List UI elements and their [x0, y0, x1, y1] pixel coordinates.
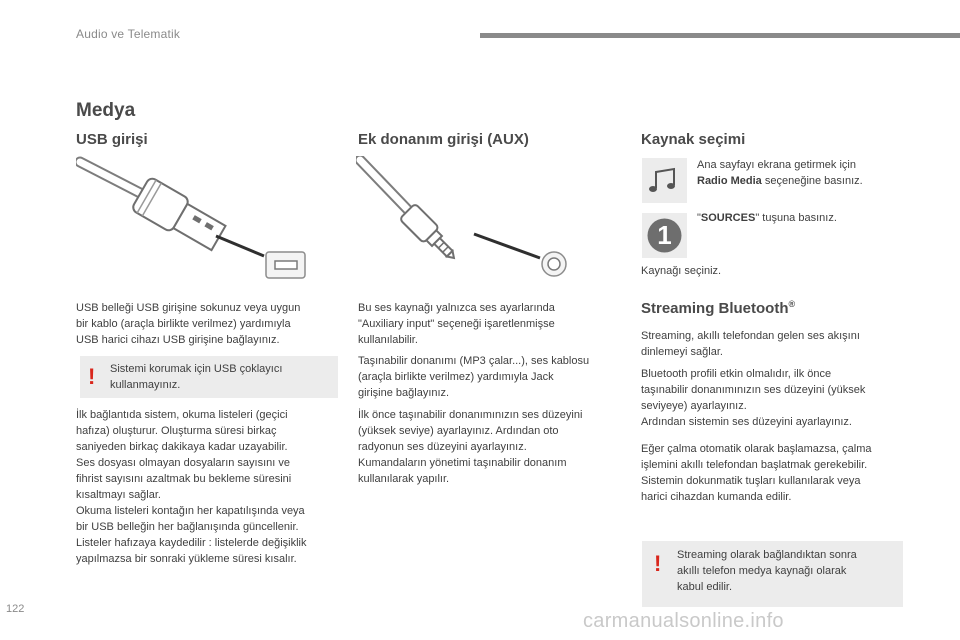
aux-p1-line: Bu ses kaynağı yalnızca ses ayarlarında [358, 302, 555, 314]
usb-body [76, 407, 351, 567]
aux-p2-line: Taşınabilir donanımı (MP3 çalar...), ses kablosu [358, 355, 590, 367]
source-title: Kaynak seçimi [641, 131, 746, 148]
source-select-text: Kaynağı seçiniz. [641, 265, 722, 277]
bluetooth-p3-line: harici cihazdan kumanda edilir. [641, 491, 792, 503]
aux-p2-line: (araçla birlikte verilmez) yardımıyla Jack [358, 371, 554, 383]
bluetooth-paragraph-3 [641, 441, 916, 505]
usb-intro [76, 300, 346, 348]
step-badge-box [642, 213, 687, 258]
section-title: Medya [76, 100, 136, 121]
usb-warning-box [80, 356, 338, 398]
header-bar [480, 33, 960, 38]
aux-jack-illustration [356, 156, 576, 284]
usb-body-line: Ses dosyası olmayan dosyaların sayısını ve [76, 457, 290, 469]
page-number: 122 [6, 603, 25, 615]
quote-open: " [697, 212, 701, 224]
aux-p3-line: radyonun ses düzeyini ayarlayınız. [358, 441, 527, 453]
aux-p3-line: kullanılarak yapılır. [358, 473, 450, 485]
bluetooth-p3-line: işlemini akıllı telefondan başlatmak gerekebilir. [641, 459, 868, 471]
bluetooth-p2-line: seviyeye) ayarlayınız. [641, 400, 747, 412]
bluetooth-p2-line: Ardından sistemin ses düzeyini ayarlayınız. [641, 416, 852, 428]
warning-icon: ! [88, 364, 96, 389]
usb-body-line: Okuma listeleri kontağın her kapatılışında veya [76, 505, 305, 517]
bluetooth-p1-line: Streaming, akıllı telefondan gelen ses akışını [641, 330, 860, 342]
bluetooth-paragraph-1 [641, 328, 916, 360]
watermark: carmanualsonline.info [583, 610, 784, 632]
usb-body-line: yapılmazsa bir sonraki yükleme süresi kısalır. [76, 553, 297, 565]
bluetooth-warning-line: Streaming olarak bağlandıktan sonra [677, 549, 857, 561]
source-step-1 [697, 157, 917, 189]
aux-p3-line: (yüksek seviye) ayarlayınız. Ardından oto [358, 425, 559, 437]
source-step-2 [697, 210, 917, 226]
step-number: 1 [657, 220, 672, 250]
aux-paragraph-3 [358, 407, 633, 487]
bluetooth-warning-line: kabul edilir. [677, 581, 733, 593]
aux-p2-line: girişine bağlayınız. [358, 387, 450, 399]
usb-title: USB girişi [76, 131, 148, 148]
bluetooth-p2-line: Bluetooth profili etkin olmalıdır, ilk önce [641, 368, 832, 380]
usb-warning-line: Sistemi korumak için USB çoklayıcı [110, 363, 283, 375]
music-note-icon [642, 158, 687, 203]
source-step-1-rest: seçeneğine basınız. [761, 175, 863, 187]
usb-body-line: hafıza) oluşturur. Oluşturma süresi birkaç [76, 425, 277, 437]
radio-media-label: Radio Media [697, 175, 762, 187]
usb-intro-line: USB harici cihazı USB girişine bağlayınız. [76, 334, 280, 346]
usb-body-line: İlk bağlantıda sistem, okuma listeleri (geçici [76, 409, 288, 421]
usb-intro-line: USB belleği USB girişine sokunuz veya uygun [76, 302, 301, 314]
bluetooth-title-text: Streaming Bluetooth [641, 300, 789, 317]
source-step-2-rest: " tuşuna basınız. [755, 212, 837, 224]
usb-illustration [76, 156, 316, 284]
sources-label: SOURCES [700, 212, 756, 224]
source-step-1-line [697, 173, 917, 189]
aux-paragraph-2 [358, 353, 633, 401]
header-title: Audio ve Telematik [76, 27, 181, 41]
bluetooth-warning-line: akıllı telefon medya kaynağı olarak [677, 565, 847, 577]
bluetooth-warning-text [677, 547, 897, 595]
bluetooth-p3-line: Sistemin dokunmatik tuşları kullanılarak veya [641, 475, 861, 487]
usb-warning-line: kullanmayınız. [110, 379, 181, 391]
music-note-icon-box [642, 158, 687, 203]
usb-body-line: Listeler hafızaya kaydedilir : listelerde değişiklik [76, 537, 307, 549]
usb-intro-line: bir kablo (araçla birlikte verilmez) yardımıyla [76, 318, 291, 330]
aux-p3-line: İlk önce taşınabilir donanımınızın ses düzeyini [358, 409, 583, 421]
warning-icon: ! [654, 551, 662, 576]
usb-body-line: kısaltmayı sağlar. [76, 489, 161, 501]
aux-p3-line: Kumandaların yönetimi taşınabilir donanım [358, 457, 567, 469]
usb-warning-text [110, 361, 335, 393]
bluetooth-warning-box [642, 541, 903, 607]
bluetooth-paragraph-2 [641, 366, 916, 430]
source-step-1-line: Ana sayfayı ekrana getirmek için [697, 159, 856, 171]
aux-p1-line: kullanılabilir. [358, 334, 418, 346]
aux-paragraph-1 [358, 300, 628, 348]
bluetooth-p2-line: taşınabilir donanımınızın ses düzeyini (yüksek [641, 384, 866, 396]
registered-mark: ® [788, 299, 796, 309]
aux-title: Ek donanım girişi (AUX) [358, 131, 529, 148]
bluetooth-title [641, 299, 795, 317]
usb-body-line: fihrist sayısını azaltmak bu bekleme süresini [76, 473, 292, 485]
usb-body-line: bir USB belleğin her bağlanışında güncellenir. [76, 521, 299, 533]
bluetooth-p1-line: dinlemeyi sağlar. [641, 346, 723, 358]
bluetooth-p3-line: Eğer çalma otomatik olarak başlamazsa, çalma [641, 443, 872, 455]
aux-p1-line: "Auxiliary input" seçeneği işaretlenmişse [358, 318, 555, 330]
usb-body-line: saniyeden birkaç dakikaya kadar uzayabilir. [76, 441, 288, 453]
